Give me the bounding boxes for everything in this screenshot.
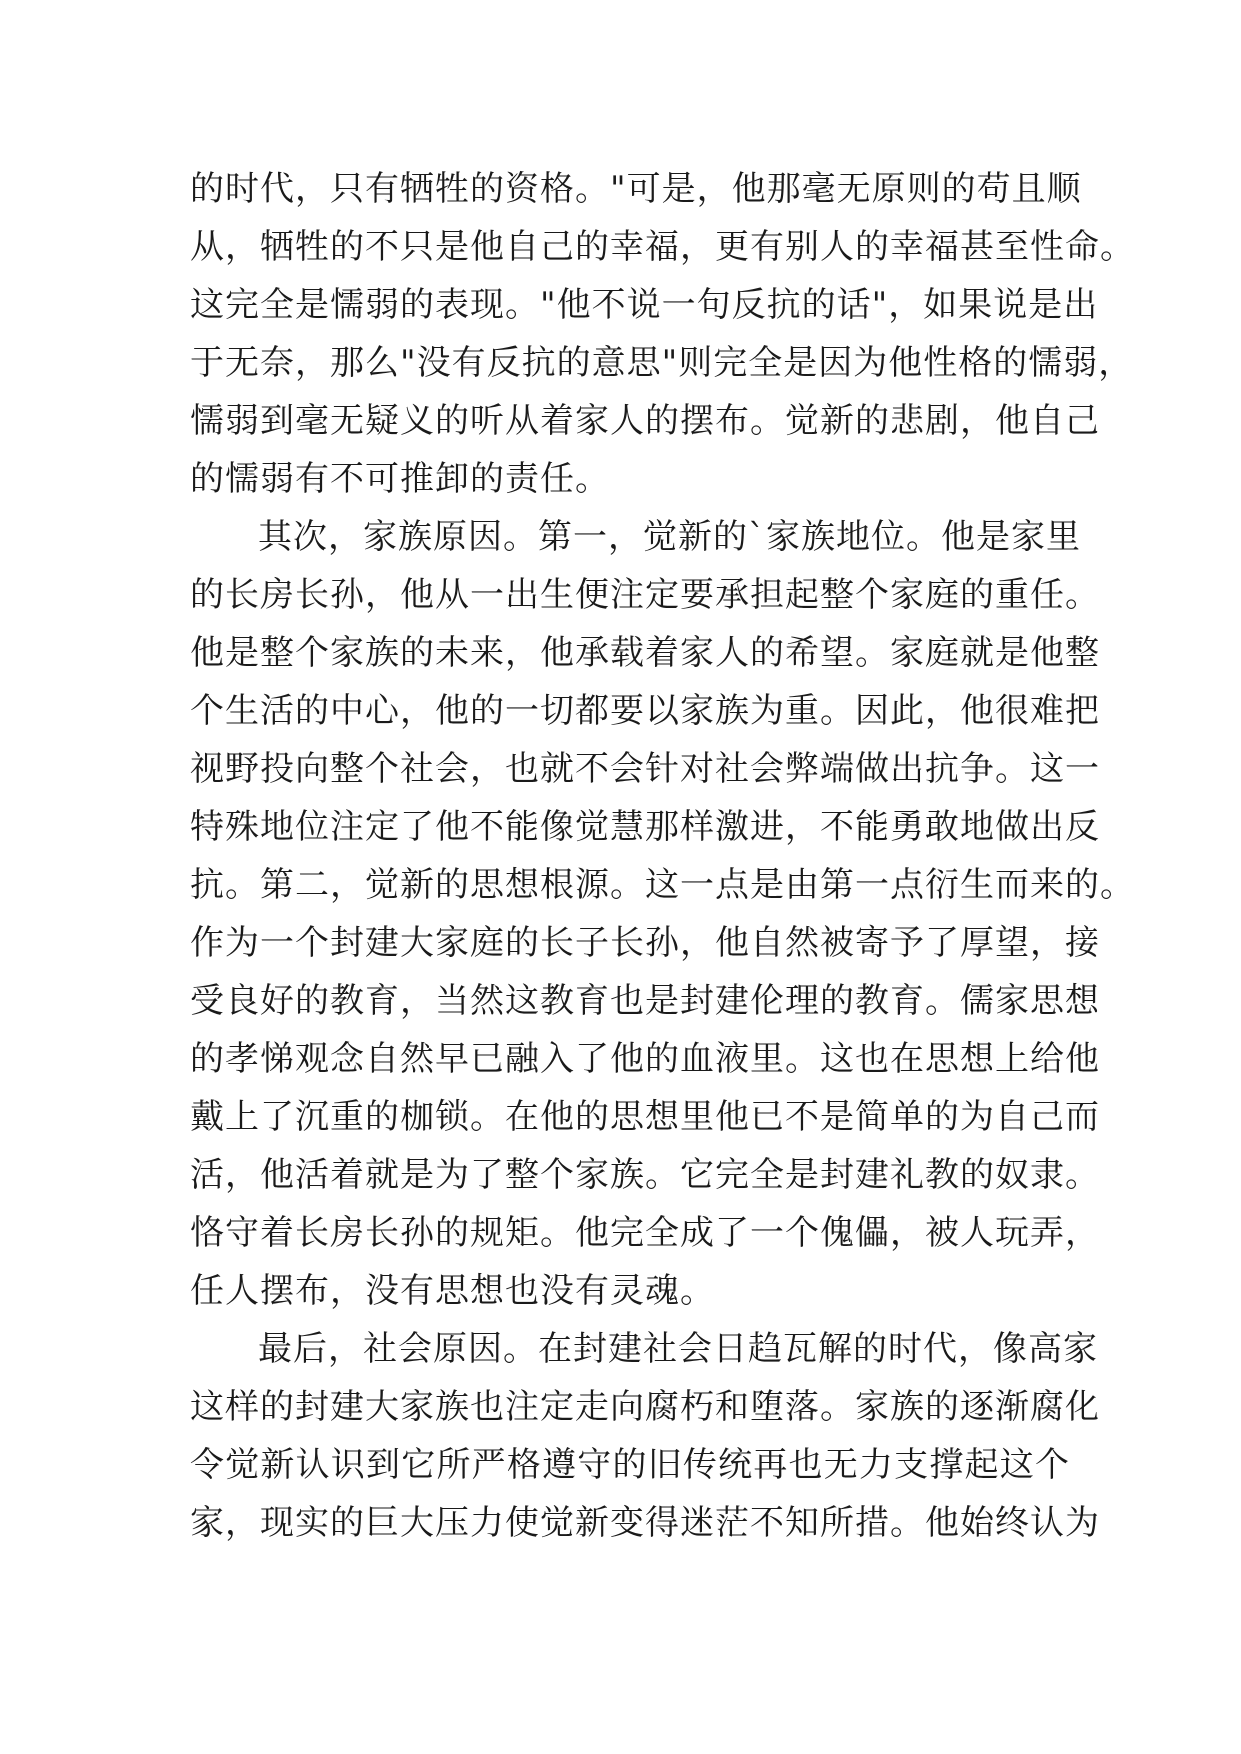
text-line: 的孝悌观念自然早已融入了他的血液里。这也在思想上给他 [190, 1039, 1100, 1079]
text-line: 的时代，只有牺牲的资格。"可是，他那毫无原则的苟且顺 [190, 169, 1082, 209]
text-line: 家，现实的巨大压力使觉新变得迷茫不知所措。他始终认为 [190, 1503, 1100, 1543]
text-line: 个生活的中心，他的一切都要以家族为重。因此，他很难把 [190, 691, 1100, 731]
text-line: 任人摆布，没有思想也没有灵魂。 [190, 1271, 715, 1311]
text-line: 作为一个封建大家庭的长子长孙，他自然被寄予了厚望，接 [190, 923, 1100, 963]
text-line: 视野投向整个社会，也就不会针对社会弊端做出抗争。这一 [190, 749, 1100, 789]
text-line: 令觉新认识到它所严格遵守的旧传统再也无力支撑起这个 [190, 1445, 1070, 1485]
text-line: 从，牺牲的不只是他自己的幸福，更有别人的幸福甚至性命。 [190, 227, 1135, 267]
paragraph-start-line: 最后，社会原因。在封建社会日趋瓦解的时代，像高家 [258, 1329, 1098, 1369]
text-line: 受良好的教育，当然这教育也是封建伦理的教育。儒家思想 [190, 981, 1100, 1021]
text-line: 的长房长孙，他从一出生便注定要承担起整个家庭的重任。 [190, 575, 1100, 615]
text-line: 恪守着长房长孙的规矩。他完全成了一个傀儡，被人玩弄， [190, 1213, 1100, 1253]
text-line: 活，他活着就是为了整个家族。它完全是封建礼教的奴隶。 [190, 1155, 1100, 1195]
text-line: 抗。第二，觉新的思想根源。这一点是由第一点衍生而来的。 [190, 865, 1135, 905]
text-line: 这完全是懦弱的表现。"他不说一句反抗的话"，如果说是出 [190, 285, 1099, 325]
text-line: 特殊地位注定了他不能像觉慧那样激进，不能勇敢地做出反 [190, 807, 1100, 847]
paragraph-start-line: 其次，家族原因。第一，觉新的`家族地位。他是家里 [258, 517, 1081, 557]
text-line: 的懦弱有不可推卸的责任。 [190, 459, 610, 499]
text-line: 这样的封建大家族也注定走向腐朽和堕落。家族的逐渐腐化 [190, 1387, 1100, 1427]
text-line: 他是整个家族的未来，他承载着家人的希望。家庭就是他整 [190, 633, 1100, 673]
text-line: 戴上了沉重的枷锁。在他的思想里他已不是简单的为自己而 [190, 1097, 1100, 1137]
text-line: 懦弱到毫无疑义的听从着家人的摆布。觉新的悲剧，他自己 [190, 401, 1100, 441]
body-text [190, 160, 1135, 1552]
text-line: 于无奈，那么"没有反抗的意思"则完全是因为他性格的懦弱， [190, 343, 1134, 383]
